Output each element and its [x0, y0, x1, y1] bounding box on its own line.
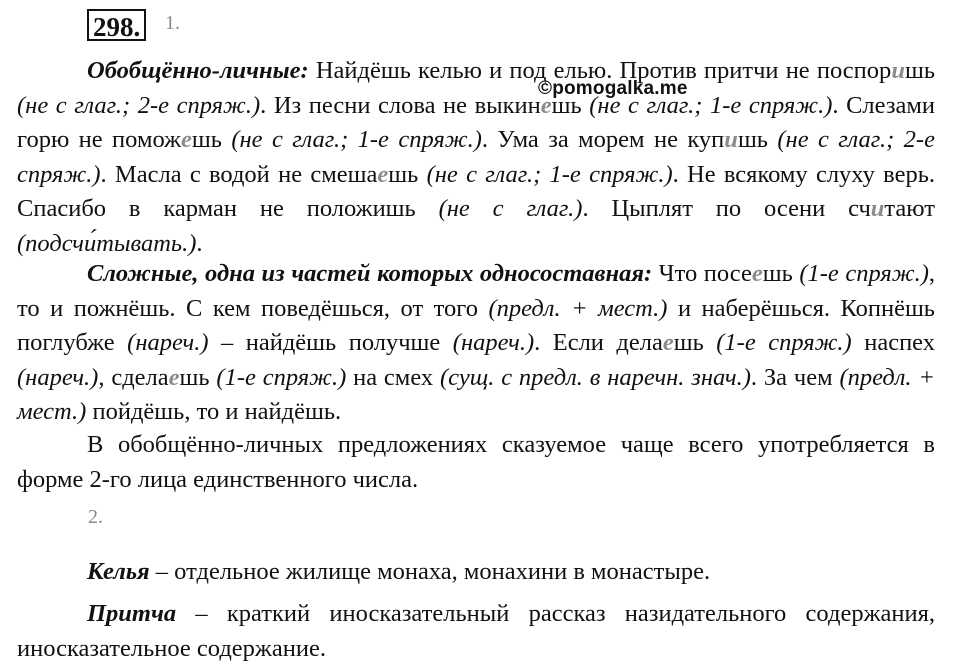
paragraph-conclusion: В обобщённо-личных предложениях сказуемое чаще всего употребляется в форме 2-го лица единственного числа.: [17, 431, 935, 493]
step-2-label: 2.: [88, 506, 103, 528]
exercise-number: 298.: [87, 9, 146, 41]
term-pritcha: Притча: [87, 600, 177, 627]
term-kelya: Келья: [87, 558, 150, 585]
definition-kelya: Келья – отдельное жилище монаха, монахини в монастыре.: [87, 558, 711, 585]
paragraph-complex-one-part: Сложные, одна из частей которых односоставная: Что посеешь (1-е спряж.), то и пожнёшь. С кем поведёшься, от того (предл. + мест.) и наберёшься. Копнёшь поглубже (нареч.) – найдёшь получше (нареч.). Если делаешь (1-е спряж.) наспех (нареч.), сделаешь (1-е спряж.) на смех (сущ. с предл. в наречн. знач.). За чем (предл. + мест.) пойдёшь, то и найдёшь.: [17, 260, 935, 426]
step-1-label: 1.: [165, 12, 180, 34]
definition-pritcha: Притча – краткий иносказательный рассказ назидательного содержания, иносказательное содержание.: [17, 600, 935, 662]
watermark: ©pomogalka.me: [538, 78, 688, 99]
paragraph-generalized-personal: Обобщённо-личные: Найдёшь келью и под елью. Против притчи не поспоришь (не с глаг.; 2-е спряж.). Из песни слова не выкинешь (не с глаг.; 1-е спряж.). Слезами горю не поможешь (не с глаг.; 1-е спряж.). Ума за морем не купишь (не с глаг.; 2-е спряж.). Масла с водой не смешаешь (не с глаг.; 1-е спряж.). Не всякому слуху верь. Спасибо в карман не положишь (не с глаг.). Цыплят по осени считают (подсчи́тывать.).: [17, 57, 936, 257]
